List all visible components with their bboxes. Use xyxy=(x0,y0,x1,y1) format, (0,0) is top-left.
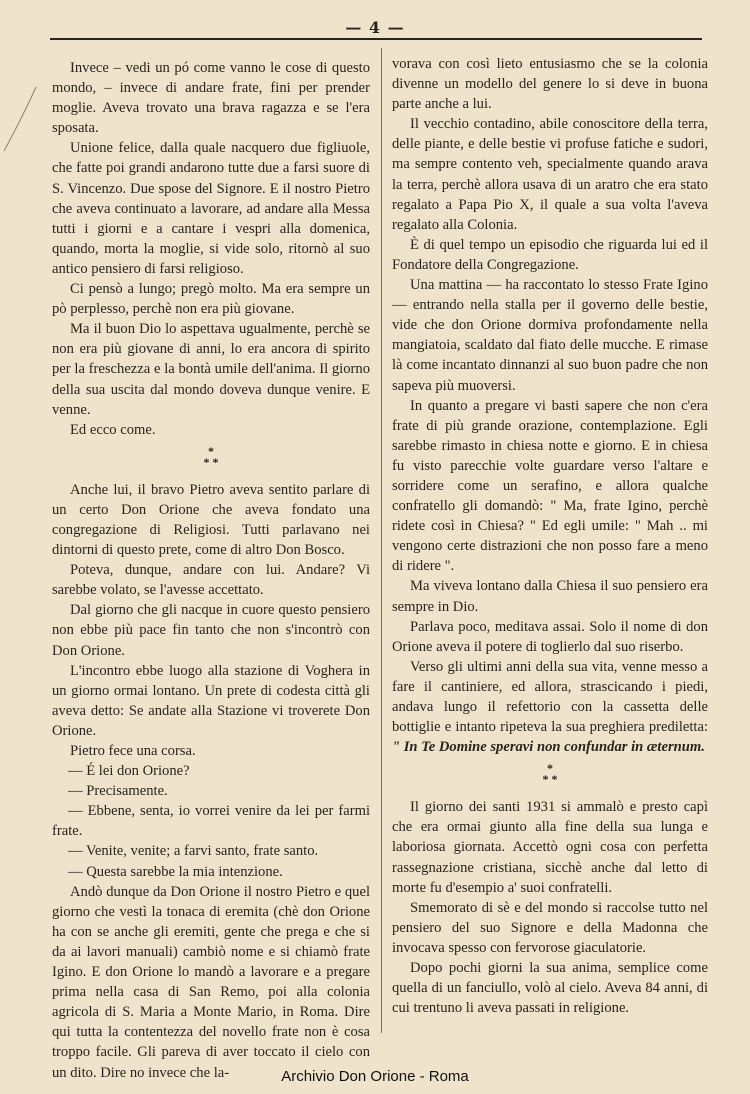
paragraph: Ma il buon Dio lo aspettava ugualmente, perchè se non era più giovane di anni, lo era ancora di spirito per la freschezza e la bontà umile dell'anima. Il giorno della sua uscita dal mondo doveva dunque venire. E venne. xyxy=(52,321,370,418)
paragraph: L'incontro ebbe luogo alla stazione di Voghera in un giorno ormai lontano. Un prete di codesta città gli aveva detto: Se andate alla Stazione vi troverete Don Orione. xyxy=(52,662,370,739)
paragraph: vorava con così lieto entusiasmo che se la colonia divenne un modello del genere lo si deve in buona parte anche a lui. xyxy=(392,56,708,113)
paragraph: È di quel tempo un episodio che riguarda lui ed il Fondatore della Congregazione. xyxy=(392,236,708,273)
page-number: — 4 — xyxy=(345,18,405,37)
prayer-quote: " In Te Domine speravi non confundar in æternum. xyxy=(392,739,705,756)
pencil-mark xyxy=(0,85,40,155)
paragraph: Il giorno dei santi 1931 si ammalò e presto capì che era ormai giunto alla fine della sua lunga e laboriosa giornata. Accettò ogni cosa con perfetta rassegnazione cristiana, sicchè anche dal letto di morte fu d'esempio a' suoi confratelli. xyxy=(392,799,708,896)
dialogue-line: — Venite, venite; a farvi santo, frate santo. xyxy=(68,843,319,860)
paragraph: Il vecchio contadino, abile conoscitore della terra, delle piante, e delle bestie vi profuse fatiche e sudori, ma sempre contento veh, specialmente quando arava la terra, perchè allora usava di un aratro che era stato regalato a Papa Pio X, il quale a sua volta l'aveva regalato alla Colonia. xyxy=(392,116,708,233)
right-column xyxy=(392,54,708,1018)
section-asterism xyxy=(52,443,370,469)
dialogue-line: — Precisamente. xyxy=(68,783,168,800)
paragraph: Dopo pochi giorni la sua anima, semplice come quella di un fanciullo, volò al cielo. Aveva 84 anni, di cui trentuno li aveva passati in religione. xyxy=(392,960,708,1017)
asterism-bottom: * * xyxy=(203,454,219,469)
paragraph: Ed ecco come. xyxy=(70,421,156,438)
paragraph: Anche lui, il bravo Pietro aveva sentito parlare di un certo Don Orione che aveva fondato una congregazione di Religiosi. Tutti parlavano nei dintorni di questo prete, come di altro Don Bosco. xyxy=(52,481,370,559)
paragraph xyxy=(392,657,708,757)
paragraph: Poteva, dunque, andare con lui. Andare? Vi sarebbe volato, se l'avesse accettato. xyxy=(52,562,370,599)
column-divider xyxy=(381,48,382,1033)
header-rule xyxy=(50,38,702,40)
dialogue-line: — Ebbene, senta, io vorrei venire da lei per farmi frate. xyxy=(52,803,370,840)
dialogue-line: — É lei don Orione? xyxy=(68,763,190,780)
archive-footer: Archivio Don Orione - Roma xyxy=(281,1068,469,1085)
paragraph: Dal giorno che gli nacque in cuore questo pensiero non ebbe più pace fin tanto che non s'incontrò con Don Orione. xyxy=(52,602,370,659)
paragraph: Pietro fece una corsa. xyxy=(70,743,196,759)
paragraph: Invece – vedi un pó come vanno le cose di questo mondo, – invece di andare frate, fini per prender moglie. Aveva trovato una brava ragazza e se l'era sposata. xyxy=(52,60,370,137)
asterism-top: * xyxy=(547,761,553,776)
paragraph-text: Verso gli ultimi anni della sua vita, venne messo a fare il cantiniere, ed allora, strascicando i piedi, andava lungo il refettorio con la cassetta delle bottiglie e intanto ripeteva la sua preghiera prediletta: xyxy=(392,658,708,736)
section-asterism xyxy=(392,763,708,785)
paragraph: Una mattina — ha raccontato lo stesso Frate Igino — entrando nella stalla per il governo delle bestie, vide che don Orione dormiva profondamente nella mangiatoia, scaldato dal fiato delle mucche. E rimase là come incantato dinnanzi al suo buon padre che non sapeva più muoversi. xyxy=(392,277,708,394)
paragraph: Unione felice, dalla quale nacquero due figliuole, che fatte poi grandi andarono tutte due a farsi suore di S. Vincenzo. Due spose del Signore. E il nostro Pietro che aveva continuato a lavorare, ad andare alla Messa tutti i giorni e a cantare i vespri alla domenica, quando, morta la moglie, si vide solo, ritornò al suo antico pensiero di farsi religioso. xyxy=(52,140,370,277)
asterism-bottom: * * xyxy=(542,772,558,787)
paragraph: Ci pensò a lungo; pregò molto. Ma era sempre un pò perplesso, perchè non era più giovane. xyxy=(52,281,370,318)
paragraph: Andò dunque da Don Orione il nostro Pietro e quel giorno che vestì la tonaca di eremita (chè don Orione ha con se anche gli eremiti, gente che prega e che si da ai lavori manuali) cambiò nome e si chiamò frate Igino. E don Orione lo mandò a lavorare e a pregare prima nella casa di San Remo, poi alla colonia agricola di S. Maria a Monte Mario, in Roma. Dire qui tutta la contentezza del novello frate non è cosa troppo facile. Gli pareva di aver toccato il cielo con un dito. Dire no invece che la- xyxy=(52,883,370,1081)
paragraph: Parlava poco, meditava assai. Solo il nome di don Orione aveva il potere di toglierlo dal suo riserbo. xyxy=(392,618,708,655)
asterism-top: * xyxy=(208,443,214,458)
paragraph: Ma viveva lontano dalla Chiesa il suo pensiero era sempre in Dio. xyxy=(392,578,708,615)
left-column xyxy=(52,58,370,1083)
dialogue-line: — Questa sarebbe la mia intenzione. xyxy=(68,863,283,880)
paragraph: Smemorato di sè e del mondo si raccolse tutto nel pensiero del suo Signore e della Madonna che invocava spesso con fervorose giaculatorie. xyxy=(392,899,708,956)
paragraph: In quanto a pregare vi basti sapere che non c'era frate di più grande orazione, contemplazione. Egli sarebbe rimasto in chiesa notte e giorno. E in chiesa fu visto parecchie volte guardare verso l'altare e sorridere come un serafino, e allora qualche confratello gli domandò: " Ma, frate Igino, perchè ridete così in Chiesa? " Ed egli umile: " Mah .. mi vengono certe distrazioni che non posso fare a meno di ridere ". xyxy=(392,397,708,575)
